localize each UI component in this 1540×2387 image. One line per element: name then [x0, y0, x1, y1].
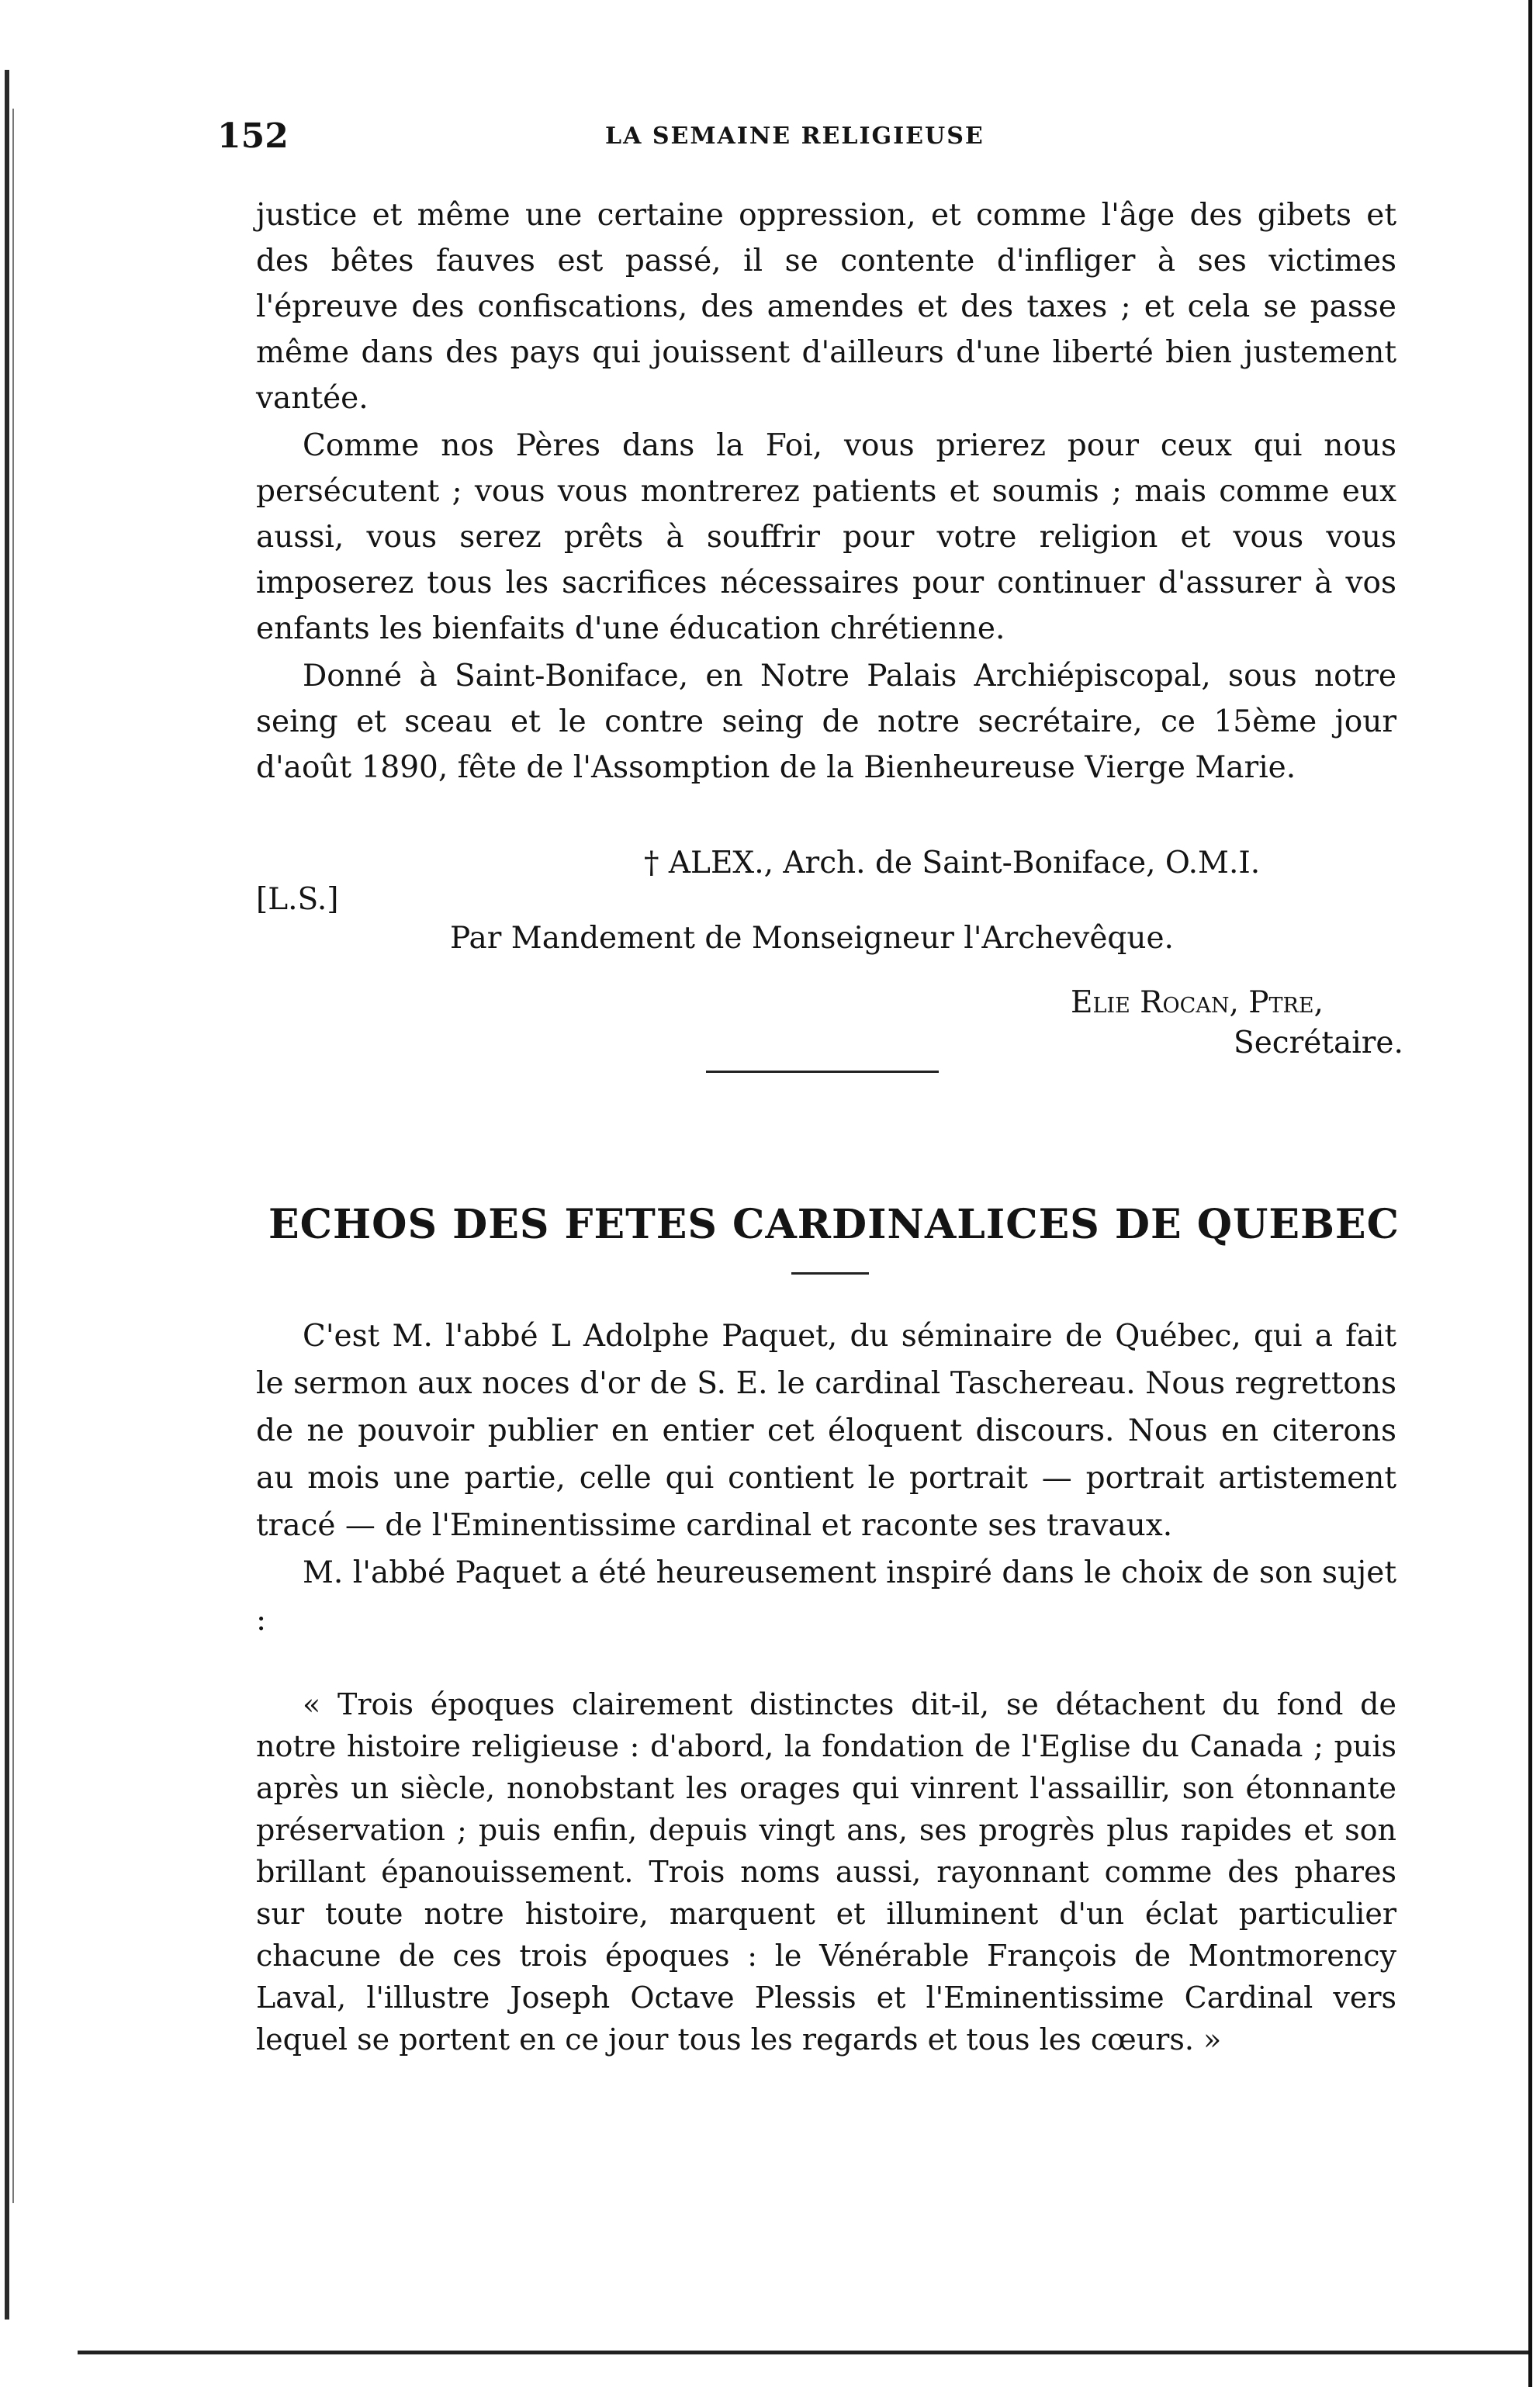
seal-mark: [L.S.] — [256, 882, 339, 917]
running-header — [0, 116, 1540, 163]
paragraph-continuation: justice et même une certaine oppression, et comme l'âge des gibets et des bêtes fauves est passé, il se contente d'infliger à ses victimes l'épreuve des confiscations, des amendes et des taxes ; et cela se passe même dans des pays qui jouissent d'ailleurs d'une liberté bien justement vantée. — [256, 198, 1396, 416]
body-text-section — [256, 1313, 1396, 1644]
page-edge-left-inner — [12, 109, 14, 2203]
mandate-line: Par Mandement de Monseigneur l'Archevêque. — [450, 921, 1174, 956]
paragraph-sermon: C'est M. l'abbé L Adolphe Paquet, du séminaire de Québec, qui a fait le sermon aux noces d'or de S. E. le cardinal Taschereau. Nous regrettons de ne pouvoir publier en entier cet éloquent discours. Nous en citerons au mois une partie, celle qui contient le portrait — portrait artistement tracé — de l'Eminentissime cardinal et raconte ses travaux. — [256, 1319, 1396, 1543]
page-edge-left — [5, 70, 9, 2320]
section-divider — [706, 1071, 939, 1073]
archbishop-signature: † ALEX., Arch. de Saint-Boniface, O.M.I. — [644, 846, 1261, 880]
page-number: 152 — [217, 116, 289, 156]
page-edge-right — [1528, 0, 1532, 2387]
body-text-top — [256, 192, 1396, 790]
page-edge-bottom — [78, 2351, 1528, 2354]
quote-text: « Trois époques clairement distinctes dit-il, se détachent du fond de notre histoire religieuse : d'abord, la fondation de l'Eglise du Canada ; puis après un siècle, nonobstant les orages qui vinrent l'assaillir, son étonnante préservation ; puis enfin, depuis vingt ans, ses progrès plus rapides et son brillant épanouissement. Trois noms aussi, rayonnant comme des phares sur toute notre histoire, marquent et illuminent d'un éclat particulier chacune de ces trois époques : le Vénérable François de Montmorency Laval, l'illustre Joseph Octave Plessis et l'Eminentissime Cardinal vers lequel se portent en ce jour tous les regards et tous les cœurs. » — [256, 1687, 1396, 2057]
sermon-quote — [256, 1683, 1396, 2060]
section-title: ECHOS DES FETES CARDINALICES DE QUEBEC — [268, 1201, 1400, 1248]
secretary-title: Secrétaire. — [1234, 1026, 1403, 1060]
paragraph-exhortation: Comme nos Pères dans la Foi, vous prierez pour ceux qui nous persécutent ; vous vous montrerez patients et soumis ; mais comme eux aussi, vous serez prêts à souffrir pour votre religion et vous vous imposerez tous les sacrifices nécessaires pour continuer d'assurer à vos enfants les bienfaits d'une éducation chrétienne. — [256, 428, 1396, 646]
secretary-name: Elie Rocan, Ptre, — [1071, 985, 1324, 1020]
paragraph-given-at: Donné à Saint-Boniface, en Notre Palais Archiépiscopal, sous notre seing et sceau et le contre seing de notre secrétaire, ce 15ème jour d'août 1890, fête de l'Assomption de la Bienheureuse Vierge Marie. — [256, 659, 1396, 785]
running-title: LA SEMAINE RELIGIEUSE — [605, 123, 985, 150]
paragraph-subject: M. l'abbé Paquet a été heureusement inspiré dans le choix de son sujet : — [256, 1555, 1396, 1638]
title-divider — [791, 1272, 869, 1275]
